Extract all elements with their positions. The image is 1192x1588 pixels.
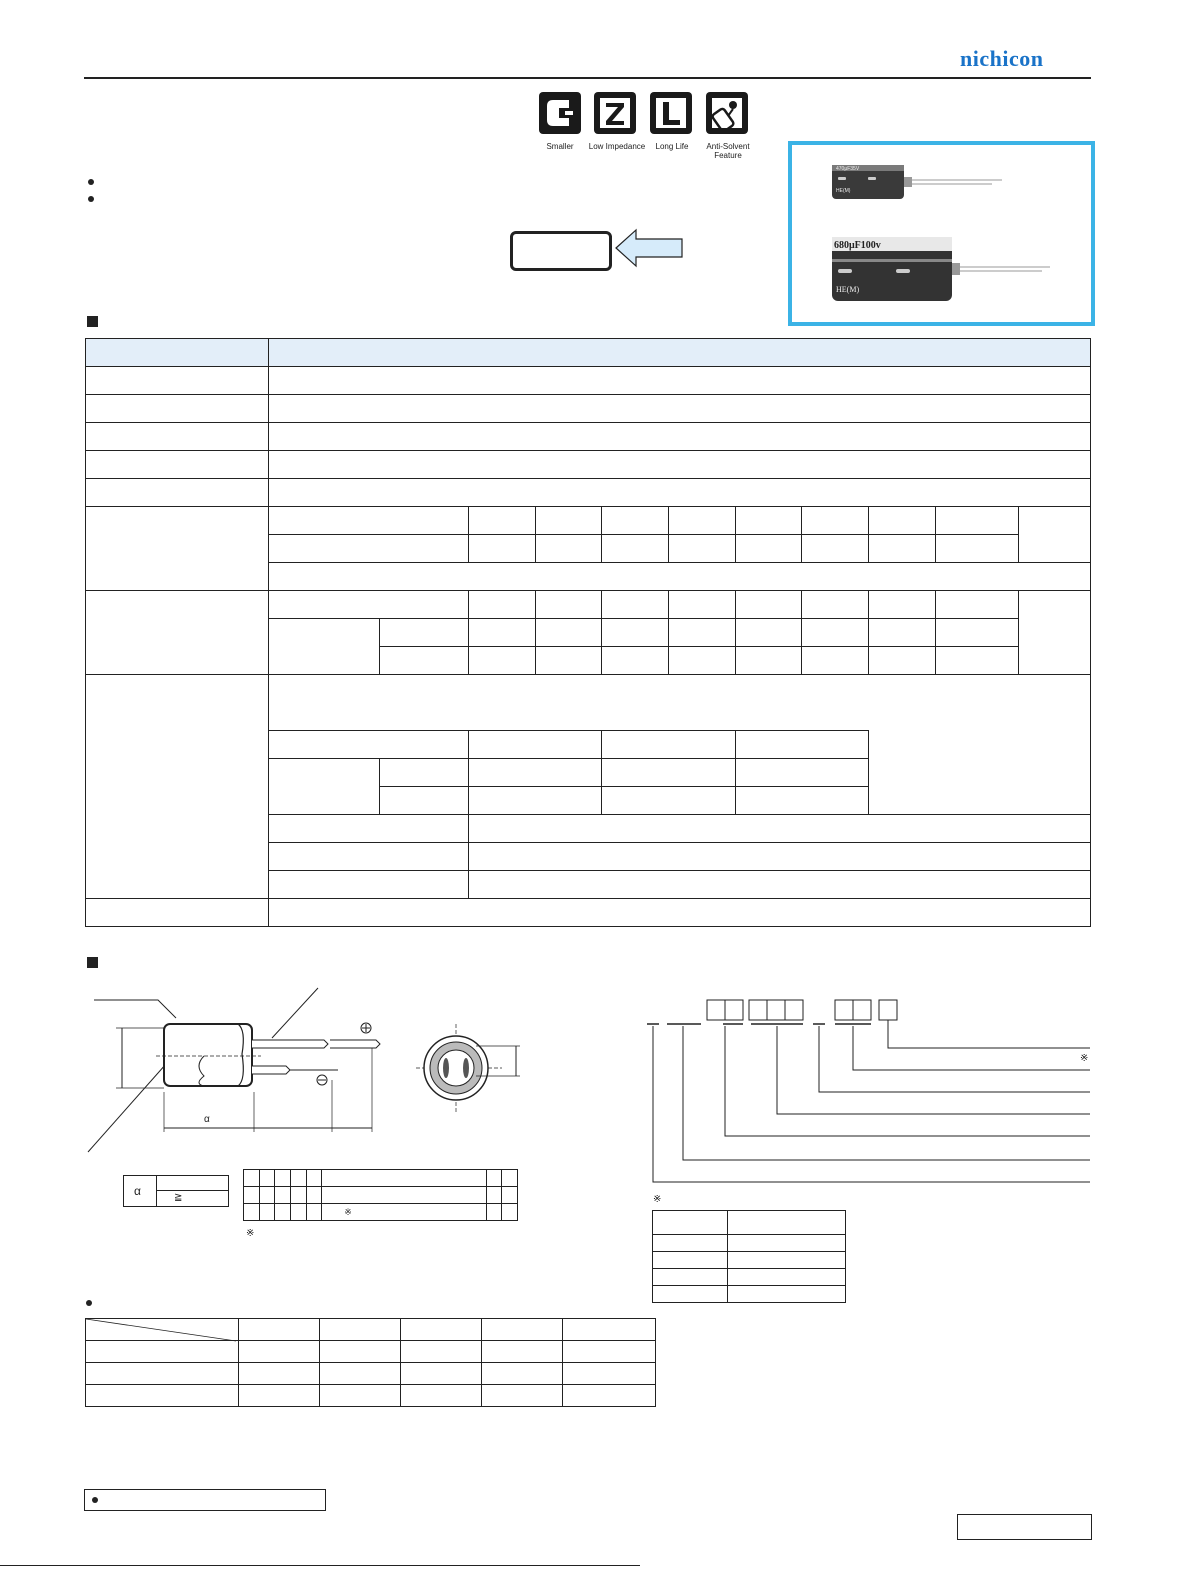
alpha-symbol: α bbox=[134, 1184, 141, 1198]
capacitor-photo-large bbox=[832, 237, 1052, 307]
configuration-table bbox=[652, 1210, 846, 1303]
page-label-box bbox=[957, 1514, 1092, 1540]
table-row bbox=[86, 591, 1091, 619]
product-photo-frame bbox=[788, 141, 1095, 326]
left-arrow-icon bbox=[614, 228, 686, 268]
config-note-mark: ※ bbox=[653, 1194, 662, 1205]
type-note-mark: ※ bbox=[1080, 1053, 1089, 1064]
header-rule bbox=[84, 77, 1091, 79]
smaller-icon bbox=[539, 92, 581, 134]
ref-mark: ※ bbox=[322, 1204, 486, 1221]
footer-bullet bbox=[92, 1497, 98, 1503]
low-impedance-icon bbox=[594, 92, 636, 134]
table-row bbox=[244, 1170, 518, 1187]
table-row bbox=[86, 423, 1091, 451]
long-life-icon bbox=[650, 92, 692, 134]
table-row bbox=[244, 1204, 518, 1221]
table-row bbox=[86, 479, 1091, 507]
specifications-table bbox=[85, 338, 1091, 927]
footer-note-box bbox=[84, 1489, 326, 1511]
capacitor-top-marking: 470μF35V bbox=[836, 166, 860, 172]
capacitor-bottom-series-marking: HE(M) bbox=[836, 285, 860, 294]
table-row bbox=[86, 451, 1091, 479]
specifications-section-marker bbox=[87, 316, 98, 327]
table-row bbox=[86, 367, 1091, 395]
anti-solvent-icon bbox=[706, 92, 748, 134]
table-row bbox=[244, 1187, 518, 1204]
capacitor-top-view bbox=[416, 1024, 526, 1114]
frequency-coefficient-table bbox=[85, 1318, 656, 1407]
type-numbering-diagram bbox=[645, 996, 1095, 1186]
table-row bbox=[653, 1286, 846, 1303]
table-note-mark: ※ bbox=[246, 1228, 255, 1239]
brand-logo: nichicon bbox=[960, 46, 1044, 71]
table-row bbox=[86, 899, 1091, 927]
series-box bbox=[510, 231, 612, 271]
table-row bbox=[653, 1252, 846, 1269]
capacitor-photo-small bbox=[832, 157, 1002, 197]
feature-label-long-life: Long Life bbox=[655, 142, 689, 151]
approx-symbol: ≧ bbox=[174, 1192, 183, 1203]
table-row bbox=[86, 395, 1091, 423]
table-row bbox=[86, 1363, 656, 1385]
feature-label-anti-solvent: Anti-Solvent Feature bbox=[706, 142, 750, 160]
feature-bullet bbox=[88, 196, 94, 202]
dimensions-section-marker bbox=[87, 957, 98, 968]
table-row bbox=[86, 1319, 656, 1341]
alpha-spec-box bbox=[123, 1175, 229, 1207]
alpha-dimension-label: α bbox=[204, 1114, 210, 1125]
table-row bbox=[86, 675, 1091, 731]
table-row bbox=[86, 1385, 656, 1407]
table-row bbox=[86, 1341, 656, 1363]
frequency-bullet bbox=[86, 1300, 92, 1306]
capacitor-bottom-marking: 680μF100v bbox=[834, 240, 881, 251]
capacitor-top-series-marking: HE(M) bbox=[836, 188, 851, 194]
feature-label-smaller: Smaller bbox=[546, 142, 574, 151]
footer-rule bbox=[0, 1565, 640, 1566]
table-row bbox=[653, 1269, 846, 1286]
lead-spacing-table bbox=[243, 1169, 518, 1221]
table-row bbox=[86, 507, 1091, 535]
table-row bbox=[653, 1211, 846, 1235]
feature-bullet bbox=[88, 179, 94, 185]
table-row bbox=[653, 1235, 846, 1252]
table-row bbox=[86, 339, 1091, 367]
feature-label-low-impedance: Low Impedance bbox=[588, 142, 646, 151]
